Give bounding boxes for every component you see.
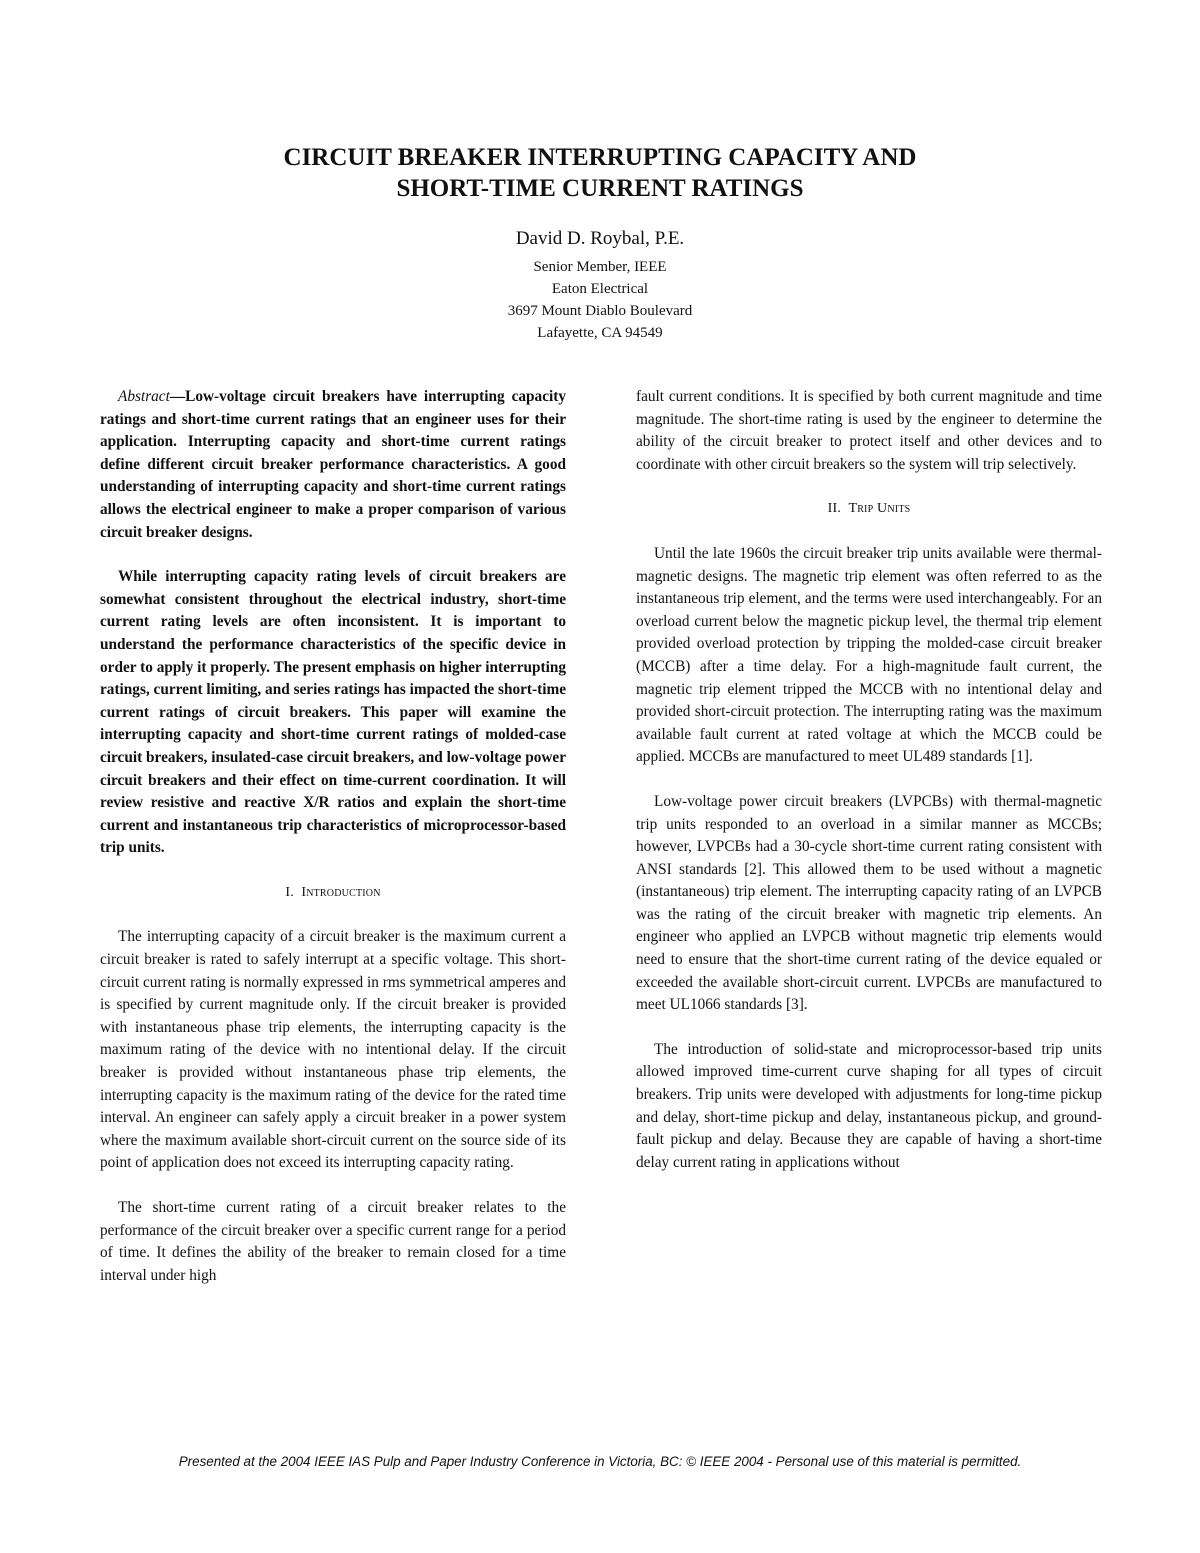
intro-paragraph: The short-time current rating of a circuit breaker relates to the performance of the circuit breaker over a specific current range for a period of time. It defines the ability of the breaker to remain closed for a time interval under high: [100, 1199, 566, 1284]
author-name: David D. Roybal, P.E.: [515, 228, 685, 249]
footer-notice: Presented at the 2004 IEEE IAS Pulp and Paper Industry Conference in Victoria, BC: © IEEE 2004 - Personal use of this material is permitted.: [178, 1454, 1022, 1469]
section-title: Trip Units: [848, 501, 911, 517]
trip-paragraph: The introduction of solid-state and microprocessor-based trip units allowed improved time-current curve shaping for all types of circuit breakers. Trip units were developed with adjustments for long-time pickup and delay, short-time pickup and delay, instantaneous pickup, and ground-fault pickup and delay. Because they are capable of having a short-time delay current rating in applications without: [636, 1040, 1102, 1171]
title-line-2: SHORT-TIME CURRENT RATINGS: [396, 175, 804, 202]
continued-paragraph: fault current conditions. It is specified by both current magnitude and time magnitude. The short-time rating is used by the engineer to determine the ability of the circuit breaker to protect itself and other devices and to coordinate with other circuit breakers so the system will trip selectively.: [636, 388, 1102, 473]
author-block: [300, 226, 900, 344]
left-column: [100, 386, 566, 1309]
section-number: I.: [285, 884, 294, 900]
abstract-body: —Low-voltage circuit breakers have interrupting capacity ratings and short-time current ratings that an engineer uses for their application. Interrupting capacity and short-time current ratings define different circuit breaker performance characteristics. A good understanding of interrupting capacity and short-time current ratings allows the electrical engineer to make a proper comparison of various circuit breaker designs.: [100, 388, 566, 541]
intro-paragraph: The interrupting capacity of a circuit breaker is the maximum current a circuit breaker is rated to safely interrupt at a specific voltage. This short-circuit current rating is normally expressed in rms symmetrical amperes and is specified by current magnitude only. If the circuit breaker is provided with instantaneous phase trip elements, the interrupting capacity is the maximum rating of the device with no intentional delay. If the circuit breaker is provided without instantaneous phase trip elements, the interrupting capacity is the maximum rating of the device for the rated time interval. An engineer can safely apply a circuit breaker in a power system where the maximum available short-circuit current on the source side of its point of application does not exceed its interrupting capacity rating.: [100, 928, 566, 1172]
abstract: [100, 386, 566, 544]
title-line-1: CIRCUIT BREAKER INTERRUPTING CAPACITY AND: [283, 144, 917, 171]
affiliation-line: Senior Member, IEEE: [533, 259, 667, 275]
trip-paragraph: Low-voltage power circuit breakers (LVPCBs) with thermal-magnetic trip units responded to an overload in a similar manner as MCCBs; however, LVPCBs had a 30-cycle short-time current rating consistent with ANSI standards [2]. This allowed them to be used without a magnetic (instantaneous) trip element. The interrupting capacity rating of an LVPCB was the rating of the circuit breaker with magnetic trip elements. An engineer who applied an LVPCB without magnetic trip elements would need to ensure that the short-time current rating of the device equaled or exceeded the available short-circuit current. LVPCBs are manufactured to meet UL1066 standards [3].: [636, 792, 1102, 1014]
affiliation-line: Lafayette, CA 94549: [537, 325, 663, 341]
trip-paragraph: Until the late 1960s the circuit breaker trip units available were thermal-magnetic designs. The magnetic trip element was often referred to as the instantaneous trip element, and the terms were used interchangeably. For an overload current below the magnetic pickup level, the thermal trip element provided overload protection by tripping the molded-case circuit breaker (MCCB) after a time delay. For a high-magnitude fault current, the magnetic trip element tripped the MCCB with no intentional delay and provided short-circuit protection. The interrupting rating was the maximum available fault current at rated voltage at which the MCCB could be applied. MCCBs are manufactured to meet UL489 standards [1].: [636, 544, 1102, 766]
section-title: Introduction: [301, 884, 381, 900]
affiliation-line: 3697 Mount Diablo Boulevard: [507, 303, 693, 319]
section-number: II.: [827, 501, 842, 517]
abstract-continued: While interrupting capacity rating levels of circuit breakers are somewhat consistent throughout the electrical industry, short-time current rating levels are often inconsistent. It is important to understand the performance characteristics of the specific device in order to apply it properly. The present emphasis on higher interrupting ratings, current limiting, and series ratings has impacted the short-time current ratings of circuit breakers. This paper will examine the interrupting capacity and short-time current ratings of molded-case circuit breakers, insulated-case circuit breakers, and low-voltage power circuit breakers and their effect on time-current coordination. It will review resistive and reactive X/R ratios and explain the short-time current and instantaneous trip characteristics of microprocessor-based trip units.: [100, 568, 566, 857]
section-heading-introduction: [100, 882, 566, 905]
right-column: [636, 386, 1102, 1196]
paper-title: [150, 142, 1050, 204]
section-heading-trip-units: [636, 498, 1102, 521]
abstract-lead: Abstract: [118, 388, 170, 405]
affiliation-line: Eaton Electrical: [551, 281, 649, 297]
